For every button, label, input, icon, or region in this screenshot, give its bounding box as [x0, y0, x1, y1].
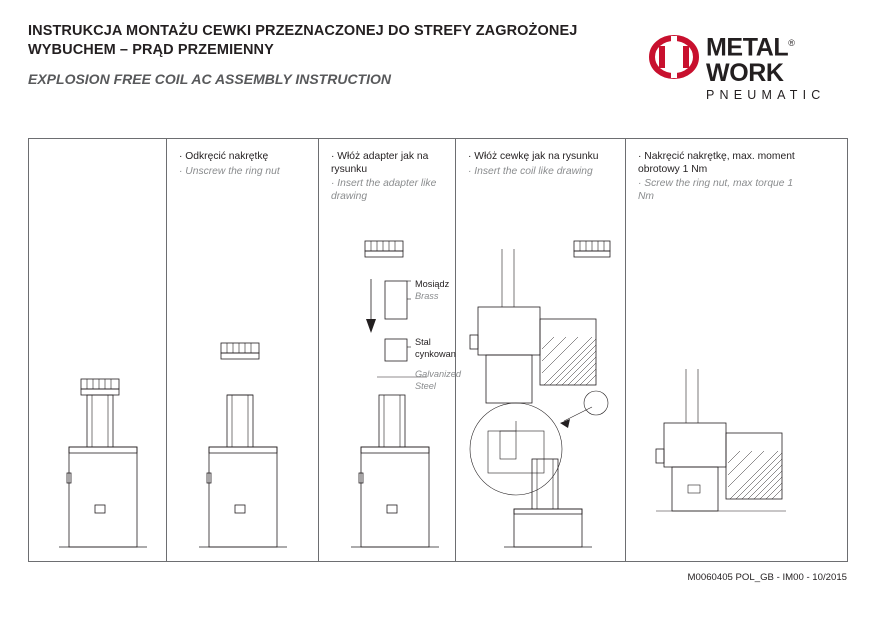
step-5-caption-pl: · Nakręcić nakrętkę, max. moment obrotowy 1 Nm — [638, 151, 795, 175]
step-panel-2 — [167, 139, 318, 561]
logo-wordmark — [706, 30, 848, 86]
label-brass-pl: Mosiądz — [415, 279, 450, 289]
logo-mark-icon — [648, 34, 700, 80]
step-5-drawing — [626, 139, 848, 561]
step-panel-5 — [626, 139, 848, 561]
label-steel-en-1: Galvanized — [415, 369, 461, 379]
step-panel-1 — [29, 139, 166, 561]
label-steel-pl-2: cynkowan — [415, 349, 456, 359]
step-5-caption-en: · Screw the ring nut, max torque 1 Nm — [638, 178, 794, 202]
step-4-drawing — [456, 139, 625, 561]
step-panel-3 — [319, 139, 461, 561]
logo-metal-text: METAL — [706, 33, 789, 62]
document-code: M0060405 POL_GB - IM00 - 10/2015 — [687, 572, 847, 583]
label-steel-en-2: Steel — [415, 381, 436, 391]
metalwork-logo — [648, 30, 848, 122]
step-panel-4 — [456, 139, 625, 561]
step-3-caption-pl: · Włóż adapter jak na rysunku — [331, 151, 429, 175]
logo-work: WORK — [706, 59, 784, 88]
page-title-en: EXPLOSION FREE COIL AC ASSEMBLY INSTRUCTION — [28, 71, 391, 87]
steps-frame — [28, 138, 848, 562]
label-steel-pl-1: Stal — [415, 337, 431, 347]
logo-registered: ® — [788, 38, 795, 48]
step-3-caption-en: · Insert the adapter like drawing — [331, 178, 437, 202]
logo-metal — [706, 30, 848, 60]
step-1-drawing — [29, 139, 166, 561]
step-2-drawing — [167, 139, 318, 561]
logo-pneumatic: PNEUMATIC — [706, 88, 826, 102]
step-2-caption-en: · Unscrew the ring nut — [179, 165, 280, 177]
step-4-caption-pl: · Włóż cewkę jak na rysunku — [468, 151, 599, 162]
page-title-pl — [28, 22, 648, 60]
label-brass-en: Brass — [415, 291, 439, 301]
header — [28, 22, 848, 122]
page-title-pl-line2: WYBUCHEM – PRĄD PRZEMIENNY — [28, 42, 274, 58]
page-title-pl-line1: INSTRUKCJA MONTAŻU CEWKI PRZEZNACZONEJ DO STREFY ZAGROŻONEJ — [28, 23, 578, 39]
title-block — [28, 22, 648, 89]
step-4-caption-en: · Insert the coil like drawing — [468, 165, 593, 177]
step-2-caption-pl: · Odkręcić nakrętkę — [179, 151, 269, 162]
